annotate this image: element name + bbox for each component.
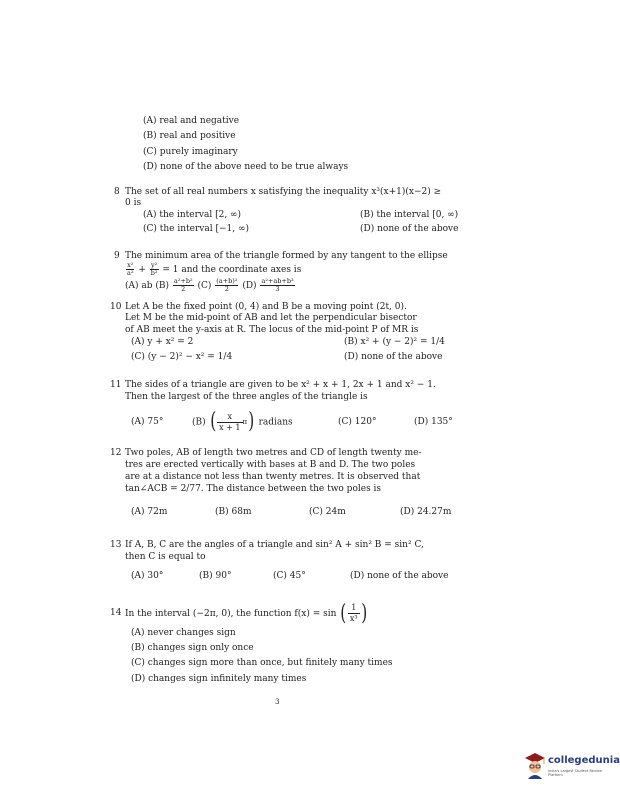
q10-option-a: (A) y + x² = 2 [131, 337, 194, 347]
q11-option-b-suffix: radians [258, 417, 293, 428]
q13-number: 13 [110, 540, 122, 550]
q12-option-c: (C) 24m [309, 507, 346, 517]
q11-option-b: (B) ( $\frac{x}{x + 1}$ π) radians [192, 409, 293, 434]
q11-line-2: Then the largest of the three angles of the triangle is [125, 392, 368, 402]
q11-option-b-label: (B) [192, 417, 206, 428]
q7-option-b: (B) real and positive [143, 131, 236, 141]
q12-line-3: are at a distance not less than twenty metres. It is observed that [125, 472, 421, 482]
ellipse-y-term: $\frac{\text{y²}}{\text{b²}}$ [150, 261, 158, 277]
q8-number: 8 [114, 187, 120, 197]
q10-option-c: (C) (y − 2)² − x² = 1/4 [131, 352, 233, 362]
q9-option-d-frac: $\frac{\text{a²+ab+b²}}{3}$ [261, 277, 294, 293]
q14-option-a: (A) never changes sign [131, 628, 236, 638]
q10-line-3: of AB meet the y-axis at R. The locus of the mid-point P of MR is [125, 325, 419, 335]
q13-option-d: (D) none of the above [350, 571, 449, 581]
q9-option-c-frac: $\frac{\text{(a+b)²}}{2}$ [216, 277, 238, 293]
q10-line-2: Let M be the mid-point of AB and let the perpendicular bisector [125, 313, 417, 323]
q11-line-1: The sides of a triangle are given to be x² + x + 1, 2x + 1 and x² − 1. [125, 380, 436, 390]
q14-stem-text: In the interval (−2π, 0), the function f(x) = sin [125, 609, 337, 619]
q8-option-d: (D) none of the above [360, 224, 459, 234]
q8-option-a: (A) the interval [2, ∞) [143, 210, 242, 220]
q9-number: 9 [114, 251, 120, 261]
q10-number: 10 [110, 302, 122, 312]
brand-tagline: India's Largest Student Review Platform [548, 769, 603, 777]
q12-option-b: (B) 68m [215, 507, 252, 517]
q14-stem: In the interval (−2π, 0), the function f(x) = sin ( $\frac{1}{\text{x³}}$ ) [125, 600, 367, 626]
q11-option-a: (A) 75° [131, 417, 164, 427]
graduate-logo-icon [523, 750, 547, 780]
q9-option-d-label: (D) [242, 281, 257, 291]
page-number: 3 [275, 698, 280, 706]
q10-option-b: (B) x² + (y − 2)² = 1/4 [344, 337, 445, 347]
q9-option-a-b-prefix: (A) ab (B) [125, 281, 170, 291]
q8-option-b: (B) the interval [0, ∞) [360, 210, 459, 220]
q11-option-c: (C) 120° [338, 417, 377, 427]
q14-option-d: (D) changes sign infinitely many times [131, 674, 307, 684]
q8-stem: The set of all real numbers x satisfying the inequality x³(x+1)(x−2) ≥ [125, 187, 442, 197]
ellipse-x-term: $\frac{\text{x²}}{\text{a²}}$ [127, 261, 134, 277]
q7-option-c: (C) purely imaginary [143, 147, 238, 157]
q14-option-b: (B) changes sign only once [131, 643, 254, 653]
q13-line-2: then C is equal to [125, 552, 206, 562]
q13-option-b: (B) 90° [199, 571, 232, 581]
q11-number: 11 [110, 380, 122, 390]
q7-option-a: (A) real and negative [143, 116, 240, 126]
q12-line-1: Two poles, AB of length two metres and CD of length twenty me- [125, 448, 422, 458]
q12-option-d: (D) 24.27m [400, 507, 452, 517]
q8-stem-cont: 0 is [125, 198, 142, 208]
q13-option-a: (A) 30° [131, 571, 164, 581]
q14-option-c: (C) changes sign more than once, but finitely many times [131, 658, 393, 668]
q10-option-d: (D) none of the above [344, 352, 443, 362]
q14-frac: $\frac{1}{\text{x³}}$ [349, 603, 358, 623]
q12-number: 12 [110, 448, 122, 458]
q14-number: 14 [110, 608, 122, 618]
q12-line-4: tan∠ACB = 2/77. The distance between the two poles is [125, 484, 382, 494]
q10-line-1: Let A be the fixed point (0, 4) and B be a moving point (2t, 0). [125, 302, 407, 312]
q9-stem: The minimum area of the triangle formed by any tangent to the ellipse [125, 251, 448, 261]
q9-stem-cont: = 1 and the coordinate axes is [162, 265, 302, 275]
q12-line-2: tres are erected vertically with bases at B and D. The two poles [125, 460, 416, 470]
q12-option-a: (A) 72m [131, 507, 168, 517]
q7-option-d: (D) none of the above need to be true always [143, 162, 349, 172]
q8-option-c: (C) the interval [−1, ∞) [143, 224, 249, 234]
q11-option-d: (D) 135° [414, 417, 453, 427]
q9-options [125, 278, 296, 293]
q13-line-1: If A, B, C are the angles of a triangle and sin² A + sin² B = sin² C, [125, 540, 424, 550]
q9-option-c-label: (C) [197, 281, 212, 291]
q13-option-c: (C) 45° [273, 571, 306, 581]
q9-option-b-frac: $\frac{\text{a²+b²}}{2}$ [173, 277, 193, 293]
q9-ellipse-eq: $\frac{\text{x²}}{\text{a²}}$ + $\frac{\text{y²}}{\text{b²}}$ = 1 and the coordinate axes is [127, 261, 302, 277]
q11-option-b-frac: $\frac{x}{x + 1}$ [219, 411, 241, 432]
brand-name: collegedunia [548, 755, 620, 766]
